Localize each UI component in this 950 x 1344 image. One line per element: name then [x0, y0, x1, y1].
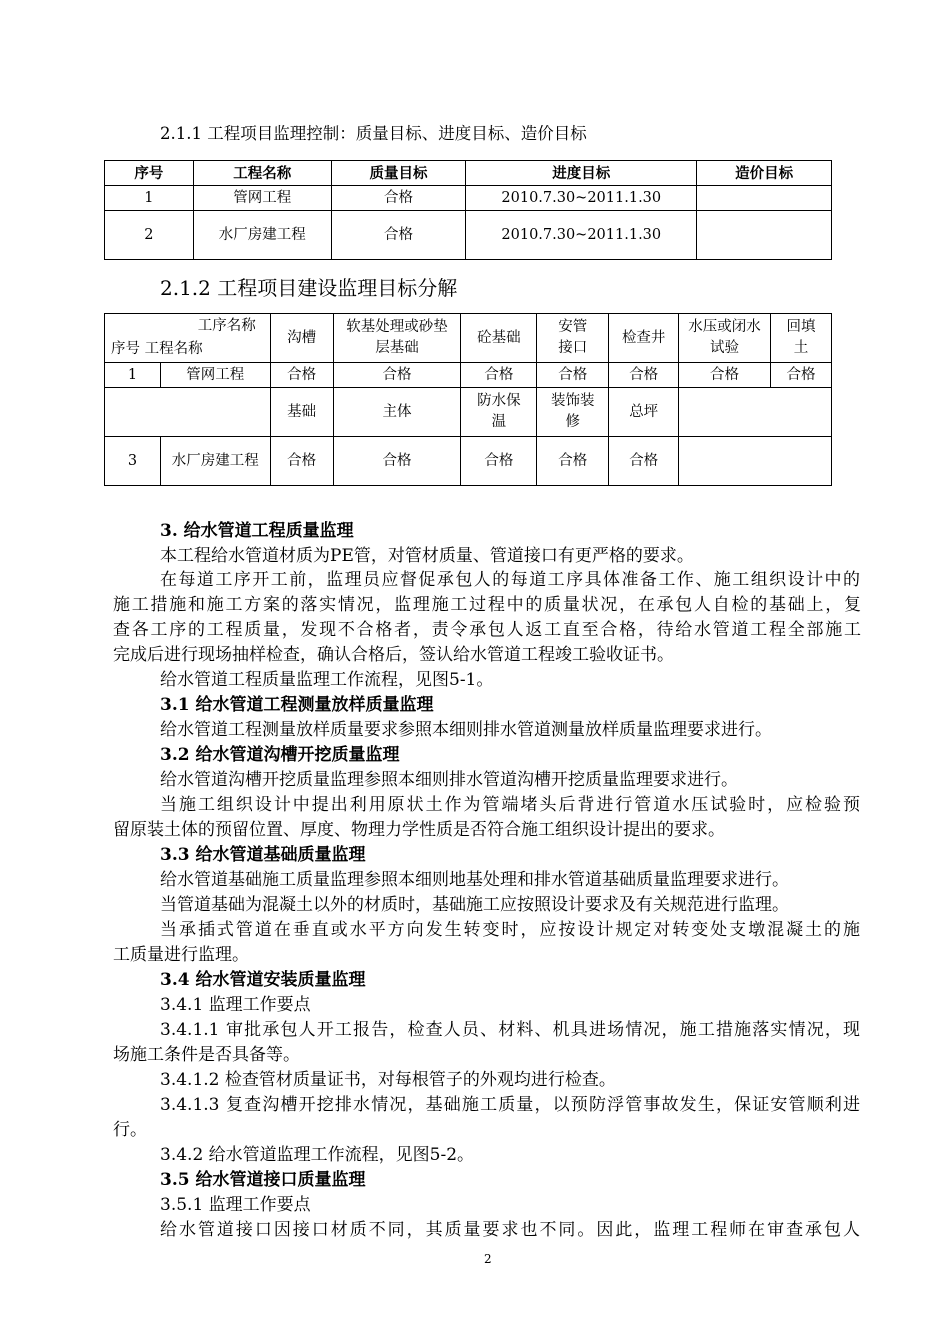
table-cell: 管网工程: [160, 363, 270, 388]
table-cell: 合格: [461, 437, 537, 486]
table-header: 安管接口: [537, 314, 609, 363]
table-cell: 合格: [609, 437, 679, 486]
table-subheader: 总坪: [609, 388, 679, 437]
table-cell: 合格: [270, 437, 333, 486]
table-cell: 水厂房建工程: [160, 437, 270, 486]
paragraph: 场施工条件是否具备等。: [113, 1045, 300, 1065]
paragraph: 3.4.1.2 检查管材质量证书，对每根管子的外观均进行检查。: [160, 1070, 616, 1090]
paragraph: 当管道基础为混凝土以外的材质时，基础施工应按照设计要求及有关规范进行监理。: [160, 895, 789, 915]
table-cell: 合格: [679, 363, 771, 388]
heading-3-4: 3.4 给水管道安装质量监理: [160, 970, 366, 990]
table-subheader: 防水保温: [461, 388, 537, 437]
subheading: 3.5.1 监理工作要点: [160, 1195, 311, 1215]
table-header: 进度目标: [466, 161, 697, 186]
section-212-heading: 2.1.2 工程项目建设监理目标分解: [160, 276, 458, 300]
table-header: 沟槽: [270, 314, 333, 363]
paragraph: 给水管道工程测量放样质量要求参照本细则排水管道测量放样质量监理要求进行。: [160, 720, 772, 740]
table-header: 砼基础: [461, 314, 537, 363]
targets-table: [104, 160, 832, 260]
heading-3-5: 3.5 给水管道接口质量监理: [160, 1170, 366, 1190]
table-cell: 合格: [270, 363, 333, 388]
table-row: [105, 437, 832, 486]
table-cell: 合格: [333, 437, 461, 486]
breakdown-table: [104, 313, 832, 486]
table-header: 序号: [105, 161, 194, 186]
table-header-row: [105, 314, 832, 363]
table-header: 造价目标: [697, 161, 832, 186]
table-subheader: 主体: [333, 388, 461, 437]
table-cell: 2: [105, 211, 194, 260]
paragraph: 在每道工序开工前，监理员应督促承包人的每道工序具体准备工作、施工组织设计中的: [160, 570, 860, 590]
paragraph: 完成后进行现场抽样检查，确认合格后，签认给水管道工程竣工验收证书。: [113, 645, 674, 665]
table-cell: 合格: [331, 211, 466, 260]
heading-3-1: 3.1 给水管道工程测量放样质量监理: [160, 695, 434, 715]
paragraph: 行。: [113, 1120, 147, 1140]
paragraph: 本工程给水管道材质为PE管，对管材质量、管道接口有更严格的要求。: [160, 546, 694, 566]
table-cell: [105, 388, 271, 437]
table-cell: 1: [105, 363, 161, 388]
paragraph: 查各工序的工程质量，发现不合格者，责令承包人返工直至合格，待给水管道工程全部施工: [113, 620, 861, 640]
table-cell: 2010.7.30~2011.1.30: [466, 186, 697, 211]
table-header: 检查井: [609, 314, 679, 363]
corner-label-bottom: 序号 工程名称: [111, 341, 203, 357]
table-cell: 合格: [537, 363, 609, 388]
table-cell: 2010.7.30~2011.1.30: [466, 211, 697, 260]
table-header: 质量目标: [331, 161, 466, 186]
table-subheader: 基础: [270, 388, 333, 437]
table-header: 水压或闭水试验: [679, 314, 771, 363]
corner-label-top: 工序名称: [197, 318, 256, 334]
table-cell: [679, 388, 832, 437]
paragraph: 留原装土体的预留位置、厚度、物理力学性质是否符合施工组织设计提出的要求。: [113, 820, 725, 840]
table-header: 软基处理或砂垫层基础: [333, 314, 461, 363]
table-header: 工程名称: [193, 161, 331, 186]
table-cell: 合格: [537, 437, 609, 486]
paragraph: 当承插式管道在垂直或水平方向发生转变时，应按设计规定对转变处支墩混凝土的施: [160, 920, 860, 940]
heading-3-3: 3.3 给水管道基础质量监理: [160, 845, 366, 865]
table-cell: 3: [105, 437, 161, 486]
heading-3: 3. 给水管道工程质量监理: [160, 521, 354, 541]
paragraph: 给水管道工程质量监理工作流程，见图5-1。: [160, 670, 494, 690]
paragraph: 工质量进行监理。: [113, 945, 249, 965]
table-row: [105, 363, 832, 388]
section-211-heading: 2.1.1 工程项目监理控制：质量目标、进度目标、造价目标: [160, 124, 587, 143]
table-cell: 合格: [461, 363, 537, 388]
paragraph: 3.4.1.3 复查沟槽开挖排水情况，基础施工质量，以预防浮管事故发生，保证安管顺利进: [160, 1095, 860, 1115]
table-cell: 水厂房建工程: [193, 211, 331, 260]
paragraph: 3.4.1.1 审批承包人开工报告，检查人员、材料、机具进场情况，施工措施落实情况，现: [160, 1020, 860, 1040]
table-row: [105, 211, 832, 260]
table-cell: [697, 211, 832, 260]
paragraph: 施工措施和施工方案的落实情况，监理施工过程中的质量状况，在承包人自检的基础上，复: [113, 595, 861, 615]
paragraph: 给水管道沟槽开挖质量监理参照本细则排水管道沟槽开挖质量监理要求进行。: [160, 770, 738, 790]
table-cell: [679, 437, 832, 486]
paragraph: 给水管道基础施工质量监理参照本细则地基处理和排水管道基础质量监理要求进行。: [160, 870, 789, 890]
page-number: 2: [484, 1252, 492, 1266]
diagonal-header-cell: [105, 314, 271, 363]
heading-3-2: 3.2 给水管道沟槽开挖质量监理: [160, 745, 400, 765]
table-cell: [697, 186, 832, 211]
table-header: 回填土: [770, 314, 831, 363]
paragraph: 当施工组织设计中提出利用原状土作为管端堵头后背进行管道水压试验时，应检验预: [160, 795, 860, 815]
table-subheader: 装饰装修: [537, 388, 609, 437]
table-row: [105, 388, 832, 437]
paragraph: 给水管道接口因接口材质不同，其质量要求也不同。因此，监理工程师在审查承包人: [160, 1220, 860, 1240]
subheading: 3.4.1 监理工作要点: [160, 995, 311, 1015]
table-cell: 管网工程: [193, 186, 331, 211]
subheading: 3.4.2 给水管道监理工作流程，见图5-2。: [160, 1145, 475, 1165]
table-cell: 1: [105, 186, 194, 211]
table-cell: 合格: [770, 363, 831, 388]
table-cell: 合格: [609, 363, 679, 388]
table-cell: 合格: [333, 363, 461, 388]
table-header-row: [105, 161, 832, 186]
table-cell: 合格: [331, 186, 466, 211]
table-row: [105, 186, 832, 211]
